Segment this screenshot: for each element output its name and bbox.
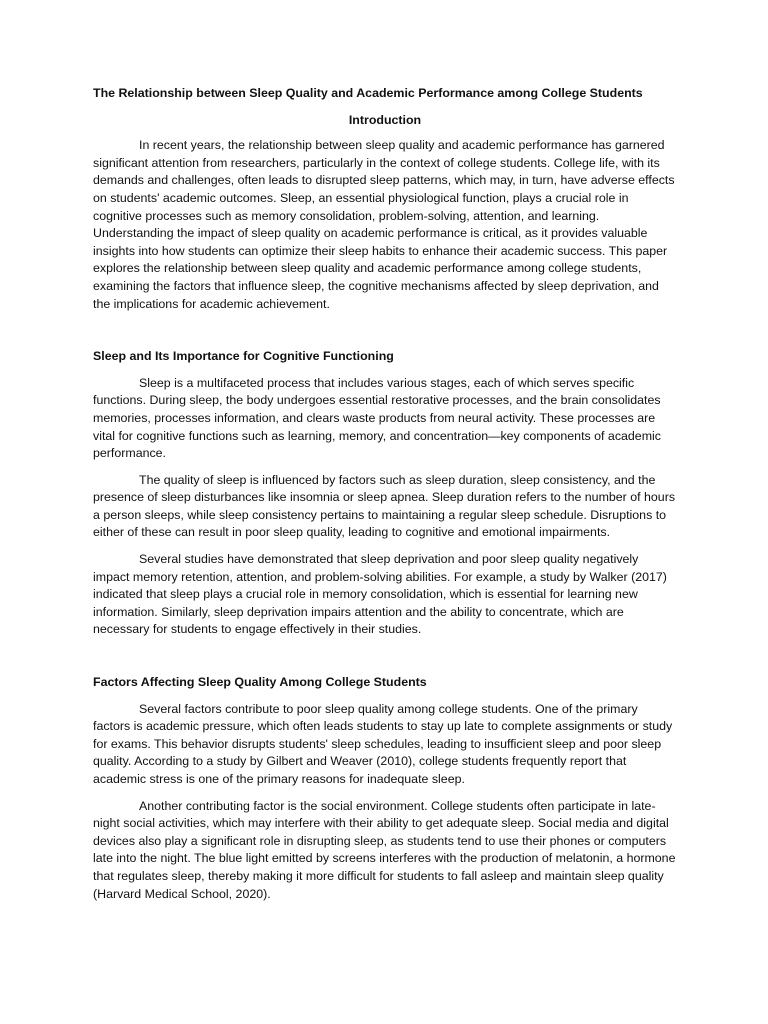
section-spacer xyxy=(93,322,677,348)
cognitive-paragraph-3: Several studies have demonstrated that sleep deprivation and poor sleep quality negatively impact memory retention, attention, and problem-solving abilities. For example, a study by Walker (2017) indicated that sleep plays a crucial role in memory consolidation, which is essential for learning new information. Similarly, sleep deprivation impairs attention and the ability to concentrate, which are necessary for students to engage effectively in their studies. xyxy=(93,552,667,637)
factors-paragraph-2: Another contributing factor is the social environment. College students often participate in late-night social activities, which may interfere with their ability to get adequate sleep. Social media and digital devices also play a significant role in disrupting sleep, as students tend to use their phones or computers late into the night. The blue light emitted by screens interferes with the production of melatonin, a hormone that regulates sleep, thereby making it more difficult for students to fall asleep and maintain sleep quality (Harvard Medical School, 2020). xyxy=(93,798,676,901)
factors-paragraph-1: Several factors contribute to poor sleep quality among college students. One of the primary factors is academic pressure, which often leads students to stay up late to complete assignments or study for exams. This behavior disrupts students' sleep schedules, leading to insufficient sleep and poor sleep quality. According to a study by Gilbert and Weaver (2010), college students frequently report that academic stress is one of the primary reasons for inadequate sleep. xyxy=(93,701,673,786)
document-title: The Relationship between Sleep Quality and Academic Performance among College Students xyxy=(93,86,643,100)
section-spacer xyxy=(93,648,677,674)
factors-section-heading: Factors Affecting Sleep Quality Among College Students xyxy=(93,675,427,690)
cognitive-paragraph-2: The quality of sleep is influenced by factors such as sleep duration, sleep consistency, and the presence of sleep disturbances like insomnia or sleep apnea. Sleep duration refers to the number of hours a person sleeps, while sleep consistency pertains to maintaining a regular sleep schedule. Disruptions to either of these can result in poor sleep quality, leading to cognitive and emotional impairments. xyxy=(93,472,676,540)
cognitive-paragraph-1: Sleep is a multifaceted process that includes various stages, each of which serves specific functions. During sleep, the body undergoes essential restorative processes, and the brain consolidates memories, processes information, and clears waste products from neural activity. These processes are vital for cognitive functions such as learning, memory, and concentration—key components of academic performance. xyxy=(93,375,661,461)
introduction-heading: Introduction xyxy=(348,112,422,127)
document-page xyxy=(93,85,677,912)
cognitive-section-heading: Sleep and Its Importance for Cognitive Functioning xyxy=(93,349,394,364)
introduction-paragraph: In recent years, the relationship between sleep quality and academic performance has garnered significant attention from researchers, particularly in the context of college students. College life, with its demands and challenges, often leads to disrupted sleep patterns, which may, in turn, have adverse effects on students' academic outcomes. Sleep, an essential physiological function, plays a crucial role in cognitive processes such as memory consolidation, problem-solving, attention, and learning. Understanding the impact of sleep quality on academic performance is critical, as it provides valuable insights into how students can optimize their sleep habits to enhance their academic success. This paper explores the relationship between sleep quality and academic performance among college students, examining the factors that influence sleep, the cognitive mechanisms affected by sleep deprivation, and the implications for academic achievement. xyxy=(93,138,675,311)
